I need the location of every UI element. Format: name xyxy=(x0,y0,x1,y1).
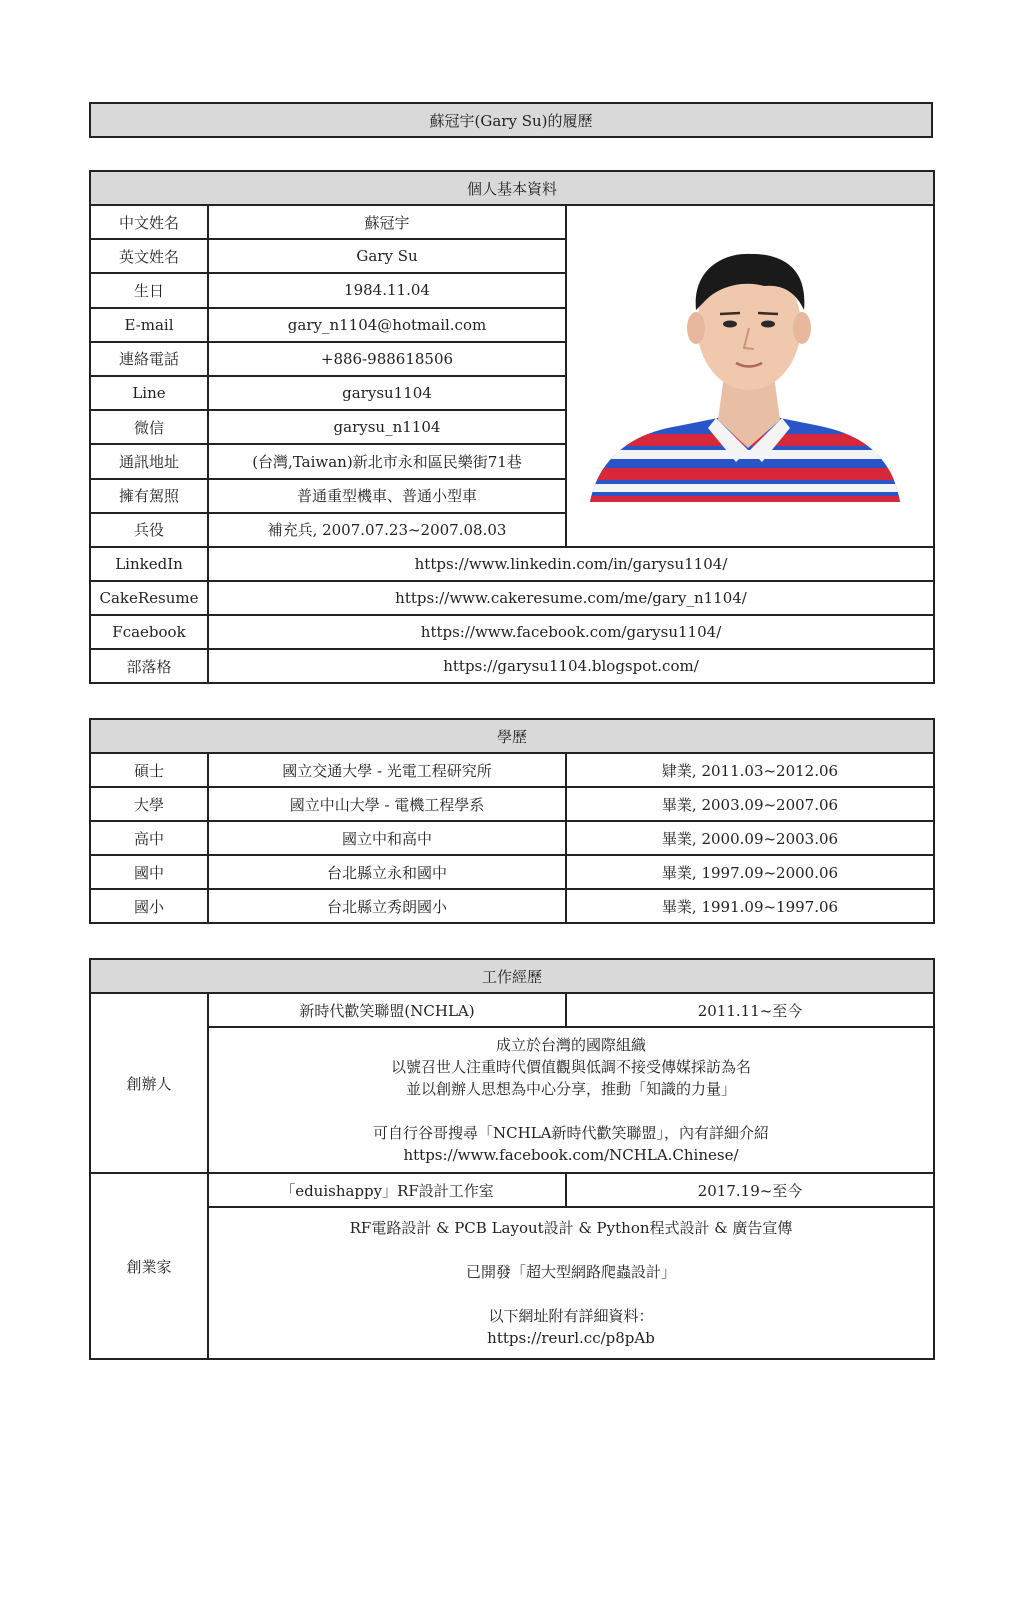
edu-level: 國中 xyxy=(90,855,208,889)
work-desc-line: 以號召世人注重時代價值觀與低調不接受傳媒採訪為名 xyxy=(391,1058,752,1076)
work-desc-line xyxy=(213,1239,929,1261)
edu-school: 國立中山大學 - 電機工程學系 xyxy=(208,787,566,821)
link-label: 部落格 xyxy=(90,649,208,683)
work-desc-line: 以下網址附有詳細資料： xyxy=(488,1307,654,1325)
work-desc-line: RF電路設計 & PCB Layout設計 & Python程式設計 & 廣告宣傳 xyxy=(349,1219,793,1237)
edu-status: 畢業, 1997.09~2000.06 xyxy=(566,855,934,889)
edu-level: 國小 xyxy=(90,889,208,923)
work-desc-line xyxy=(213,1100,929,1122)
link-label: Fcaebook xyxy=(90,615,208,649)
basic-label: 兵役 xyxy=(90,513,208,547)
basic-label: 通訊地址 xyxy=(90,444,208,478)
work-desc-line: 已開發「超大型網路爬蟲設計」 xyxy=(466,1263,677,1281)
edu-status: 畢業, 2003.09~2007.06 xyxy=(566,787,934,821)
basic-label: 微信 xyxy=(90,410,208,444)
work-header: 工作經歷 xyxy=(90,959,934,993)
basic-value: 蘇冠宇 xyxy=(208,205,566,239)
edu-level: 大學 xyxy=(90,787,208,821)
edu-school: 國立中和高中 xyxy=(208,821,566,855)
blog-link[interactable]: https://garysu1104.blogspot.com/ xyxy=(208,649,934,683)
basic-label: 連絡電話 xyxy=(90,342,208,376)
basic-value: gary_n1104@hotmail.com xyxy=(208,308,566,342)
edu-status: 畢業, 1991.09~1997.06 xyxy=(566,889,934,923)
work-desc-link[interactable]: https://reurl.cc/p8pAb xyxy=(487,1329,655,1347)
basic-value: 補充兵, 2007.07.23~2007.08.03 xyxy=(208,513,566,547)
basic-value: garysu_n1104 xyxy=(208,410,566,444)
edu-school: 國立交通大學 - 光電工程研究所 xyxy=(208,753,566,787)
facebook-link[interactable]: https://www.facebook.com/garysu1104/ xyxy=(208,615,934,649)
basic-label: E-mail xyxy=(90,308,208,342)
basic-info-header: 個人基本資料 xyxy=(90,171,934,205)
edu-level: 高中 xyxy=(90,821,208,855)
work-desc-link[interactable]: https://www.facebook.com/NCHLA.Chinese/ xyxy=(403,1146,739,1164)
work-org: 新時代歡笑聯盟(NCHLA) xyxy=(208,993,566,1027)
edu-school: 台北縣立秀朗國小 xyxy=(208,889,566,923)
basic-value: 普通重型機車、普通小型車 xyxy=(208,479,566,513)
basic-value: (台灣,Taiwan)新北市永和區民樂街71巷 xyxy=(208,444,566,478)
education-header: 學歷 xyxy=(90,719,934,753)
link-label: CakeResume xyxy=(90,581,208,615)
work-desc-line xyxy=(213,1283,929,1305)
basic-value: 1984.11.04 xyxy=(208,273,566,307)
basic-info-table xyxy=(89,170,935,684)
cakeresume-link[interactable]: https://www.cakeresume.com/me/gary_n1104/ xyxy=(208,581,934,615)
work-org: 「eduishappy」RF設計工作室 xyxy=(208,1173,566,1207)
basic-value: garysu1104 xyxy=(208,376,566,410)
edu-school: 台北縣立永和國中 xyxy=(208,855,566,889)
edu-status: 畢業, 2000.09~2003.06 xyxy=(566,821,934,855)
work-experience-table xyxy=(89,958,935,1360)
work-role: 創辦人 xyxy=(90,993,208,1173)
profile-photo-cell xyxy=(566,205,934,547)
linkedin-link[interactable]: https://www.linkedin.com/in/garysu1104/ xyxy=(208,547,934,581)
resume-title-table xyxy=(89,102,933,138)
edu-level: 碩士 xyxy=(90,753,208,787)
work-description xyxy=(208,1207,934,1359)
link-label: LinkedIn xyxy=(90,547,208,581)
work-desc-line: 成立於台灣的國際組織 xyxy=(496,1036,647,1054)
basic-value: +886-988618506 xyxy=(208,342,566,376)
work-role: 創業家 xyxy=(90,1173,208,1359)
work-period: 2011.11~至今 xyxy=(566,993,934,1027)
work-desc-line: 並以創辦人思想為中心分享，推動「知識的力量」 xyxy=(406,1080,737,1098)
basic-label: 生日 xyxy=(90,273,208,307)
edu-status: 肄業, 2011.03~2012.06 xyxy=(566,753,934,787)
work-desc-line: 可自行谷哥搜尋「NCHLA新時代歡笑聯盟」，內有詳細介紹 xyxy=(373,1124,769,1142)
work-description xyxy=(208,1027,934,1173)
profile-photo xyxy=(568,206,932,542)
education-table xyxy=(89,718,935,924)
resume-title: 蘇冠宇(Gary Su)的履歷 xyxy=(90,103,932,137)
basic-label: 擁有駕照 xyxy=(90,479,208,513)
basic-label: Line xyxy=(90,376,208,410)
work-period: 2017.19~至今 xyxy=(566,1173,934,1207)
basic-label: 英文姓名 xyxy=(90,239,208,273)
basic-value: Gary Su xyxy=(208,239,566,273)
basic-label: 中文姓名 xyxy=(90,205,208,239)
